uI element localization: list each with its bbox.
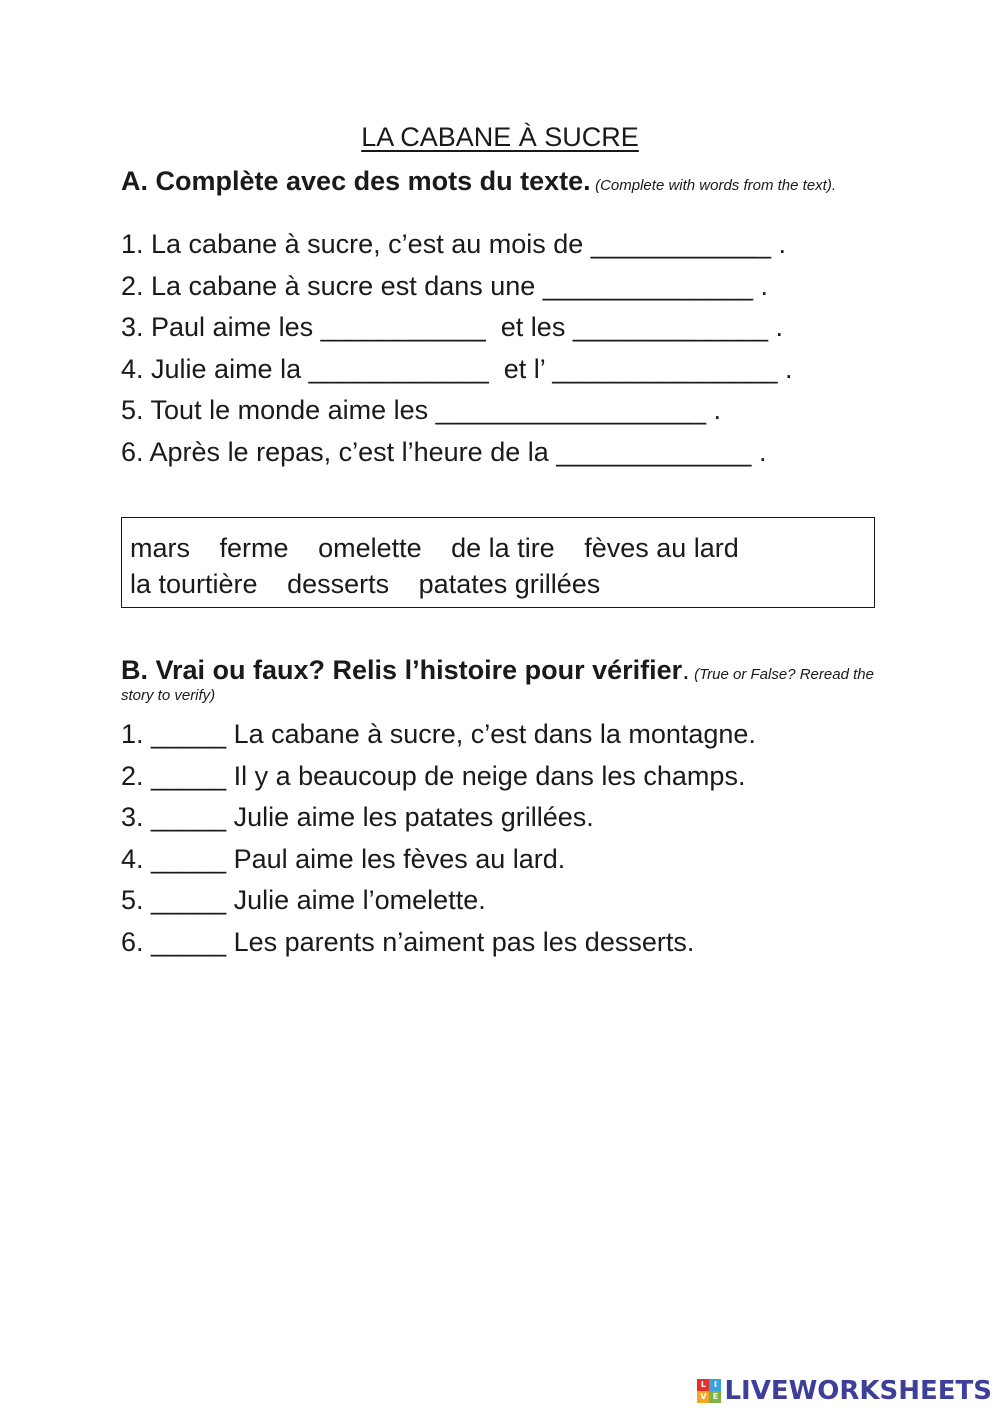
- section-a-note: (Complete with words from the text).: [595, 177, 837, 194]
- section-a-question: 1. La cabane à sucre, c’est au mois de ____________ .: [121, 229, 786, 259]
- logo-icon-tile: V: [697, 1391, 709, 1403]
- section-a-question: 2. La cabane à sucre est dans une ______________ .: [121, 270, 769, 301]
- word-bank-word: fèves au lard: [584, 533, 739, 563]
- section-b-question: 4. _____ Paul aime les fèves au lard.: [121, 843, 566, 874]
- section-b-questions: [121, 714, 756, 964]
- word-bank-word: ferme: [219, 533, 289, 563]
- word-bank-word: omelette: [318, 533, 422, 563]
- section-b-title-period: .: [682, 655, 690, 685]
- word-bank: [121, 517, 875, 608]
- section-a-question: 3. Paul aime les ___________ et les _____________ .: [121, 312, 784, 343]
- section-b-title: B. Vrai ou faux? Relis l’histoire pour vérifier: [121, 655, 683, 685]
- word-bank-word: de la tire: [451, 533, 555, 563]
- section-b-question: 1. _____ La cabane à sucre, c’est dans la montagne.: [121, 719, 756, 749]
- logo-icon-tile: E: [709, 1391, 721, 1403]
- section-a-heading: [121, 166, 881, 198]
- word-bank-row: [130, 530, 866, 566]
- section-a-question: 4. Julie aime la ____________ et l’ _______________ .: [121, 353, 793, 384]
- liveworksheets-logo-text: LIVEWORKSHEETS: [724, 1376, 992, 1406]
- worksheet-title: LA CABANE À SUCRE: [361, 122, 639, 152]
- section-a-title: A. Complète avec des mots du texte.: [121, 166, 591, 196]
- logo-icon-tile: L: [697, 1379, 709, 1391]
- word-bank-word: patates grillées: [418, 569, 601, 599]
- liveworksheets-logo-icon: [697, 1379, 721, 1403]
- section-a-questions: [121, 224, 793, 474]
- section-b-question: 2. _____ Il y a beaucoup de neige dans les champs.: [121, 760, 746, 791]
- section-b-question: 3. _____ Julie aime les patates grillées.: [121, 802, 594, 833]
- section-b-note: (True or False? Reread the story to verify): [121, 666, 874, 704]
- liveworksheets-logo: [697, 1376, 992, 1406]
- section-a-question: 6. Après le repas, c’est l’heure de la _____________ .: [121, 436, 767, 467]
- word-bank-word: desserts: [287, 569, 390, 599]
- logo-icon-tile: I: [709, 1379, 721, 1391]
- word-bank-word: la tourtière: [130, 569, 258, 599]
- section-b-heading: [121, 655, 881, 706]
- word-bank-row: [130, 566, 866, 602]
- section-b-question: 5. _____ Julie aime l’omelette.: [121, 885, 486, 916]
- section-b-question: 6. _____ Les parents n’aiment pas les desserts.: [121, 926, 695, 957]
- section-a-question: 5. Tout le monde aime les __________________ .: [121, 395, 721, 426]
- word-bank-word: mars: [130, 533, 190, 563]
